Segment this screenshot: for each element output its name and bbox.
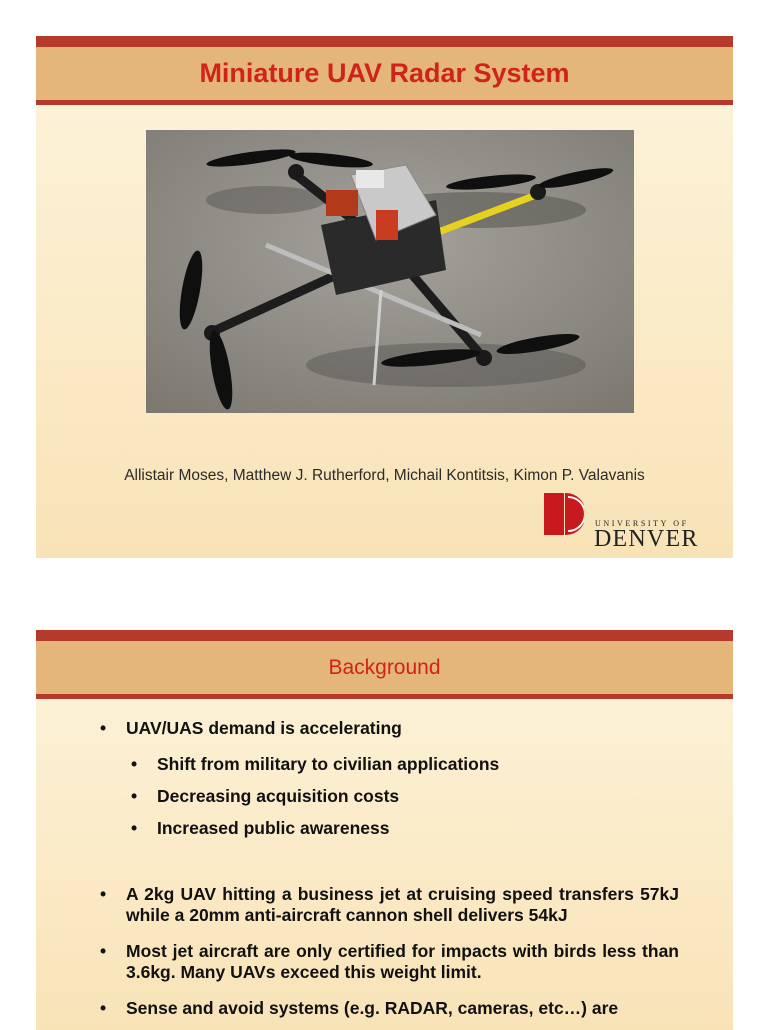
bullet-text: Increased public awareness	[157, 818, 390, 838]
logo-denver: DENVER	[594, 526, 699, 552]
sub-bullet-item	[131, 786, 687, 807]
bullet-item	[100, 718, 686, 739]
quadcopter-photo	[146, 130, 634, 413]
bullet-dot-icon: •	[100, 941, 107, 961]
title-band	[36, 641, 733, 699]
bullet-item	[100, 998, 679, 1019]
slide-top-bar	[36, 630, 733, 641]
bullet-dot-icon: •	[131, 786, 138, 806]
background-slide	[36, 630, 733, 1030]
bullet-dot-icon: •	[100, 998, 107, 1018]
bullet-dot-icon: •	[131, 818, 138, 838]
slide-title: Background	[328, 655, 441, 679]
bullet-item	[100, 941, 679, 983]
bullet-text: Sense and avoid systems (e.g. RADAR, cameras, etc…) are	[126, 998, 619, 1018]
authors-line: Allistair Moses, Matthew J. Rutherford, Michail Kontitsis, Kimon P. Valavanis	[124, 467, 645, 484]
university-of-denver-logo	[542, 490, 702, 552]
bullet-dot-icon: •	[131, 754, 138, 774]
slide-title: Miniature UAV Radar System	[199, 58, 570, 88]
bullet-text: Most jet aircraft are only certified for impacts with birds less than 3.6kg. Many UAVs exceed this weight limit.	[126, 941, 679, 982]
bullet-text: A 2kg UAV hitting a business jet at cruising speed transfers 57kJ while a 20mm anti-aircraft cannon shell delivers 54kJ	[126, 884, 679, 925]
logo-university-of: UNIVERSITY OF	[595, 519, 689, 528]
bullet-dot-icon: •	[100, 718, 107, 738]
sub-bullet-item	[131, 754, 687, 775]
bullet-dot-icon: •	[100, 884, 107, 904]
bullet-text: UAV/UAS demand is accelerating	[126, 718, 402, 738]
quadcopter-illustration	[146, 130, 634, 413]
bullet-text: Shift from military to civilian applications	[157, 754, 500, 774]
title-slide	[36, 36, 733, 558]
slide-top-bar	[36, 36, 733, 47]
bullet-item	[100, 884, 679, 926]
bullet-text: Decreasing acquisition costs	[157, 786, 400, 806]
title-band	[36, 47, 733, 105]
sub-bullet-item	[131, 818, 687, 839]
denver-logo-mark-icon	[544, 493, 584, 535]
